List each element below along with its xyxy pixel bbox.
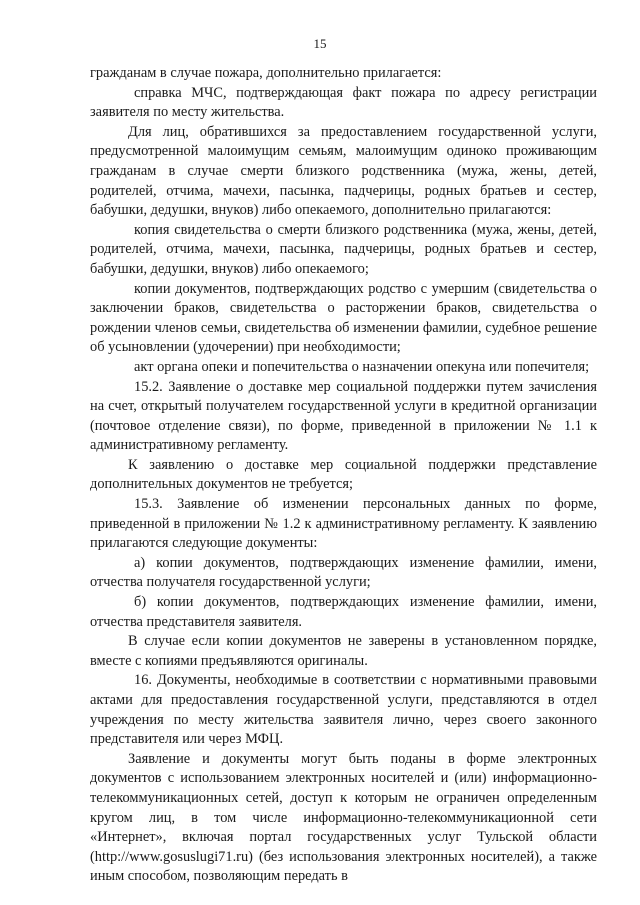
paragraph: гражданам в случае пожара, дополнительно прилагается: [90,65,442,81]
document-body [90,64,597,887]
paragraph: копия свидетельства о смерти близкого родственника (мужа, жены, детей, родителей, отчима, мачехи, пасынка, падчерицы, родных братьев и сестер, бабушки, дедушки, внуков) либо опекаемого; [90,221,597,277]
paragraph: В случае если копии документов не заверены в установленном порядке, вместе с копиями предъявляются оригиналы. [90,633,597,669]
paragraph: К заявлению о доставке мер социальной поддержки представление дополнительных документов не требуется; [90,456,597,493]
list-item-b: б) копии документов, подтверждающих изменение фамилии, имени, отчества представителя заявителя. [90,594,597,630]
list-item-a: а) копии документов, подтверждающих изменение фамилии, имени, отчества получателя государственной услуги; [90,554,597,591]
paragraph: копии документов, подтверждающих родство с умершим (свидетельства о заключении браков, свидетельства о расторжении браков, свидетельства о рождении членов семьи, свидетельства об изменении фамилии, судебное решение об усыновлении (удочерении) при необходимости; [90,280,597,356]
section-15-3: 15.3. Заявление об изменении персональных данных по форме, приведенной в приложении № 1.2 к административному регламенту. К заявлению прилагаются следующие документы: [90,496,597,552]
paragraph: акт органа опеки и попечительства о назначении опекуна или попечителя; [134,358,590,375]
section-16: 16. Документы, необходимые в соответствии с нормативными правовыми актами для предоставления государственной услуги, представляются в отдел учреждения по месту жительства заявителя лично, через своего законного представителя или через МФЦ. [90,672,597,748]
section-15-2: 15.2. Заявление о доставке мер социальной поддержки путем зачисления на счет, открытый получателем государственной услуги в кредитной организации (почтовое отделение связи), по форме, приведенной в приложении № 1.1 к административному регламенту. [90,378,597,454]
paragraph: Заявление и документы могут быть поданы в форме электронных документов с использованием электронных носителей и (или) информационно-телекоммуникационных сетей, доступ к которым не ограничен определенным кругом лиц, в том числе информационно-телекоммуникационной сети «Интернет», включая портал государственных услуг Тульской области (http://www.gosuslugi71.ru) (без использования электронных носителей), а также иным способом, позволяющим передать в [90,750,597,885]
paragraph: справка МЧС, подтверждающая факт пожара по адресу регистрации заявителя по месту жительства. [90,84,597,121]
page-number: 15 [313,36,327,51]
paragraph: Для лиц, обратившихся за предоставлением государственной услуги, предусмотренной малоимущим семьям, малоимущим одиноко проживающим гражданам в случае смерти близкого родственника (мужа, жены, детей, родителей, отчима, мачехи, пасынка, падчерицы, родных братьев и сестер, бабушки, дедушки, внуков) либо опекаемого, дополнительно прилагаются: [90,123,597,219]
